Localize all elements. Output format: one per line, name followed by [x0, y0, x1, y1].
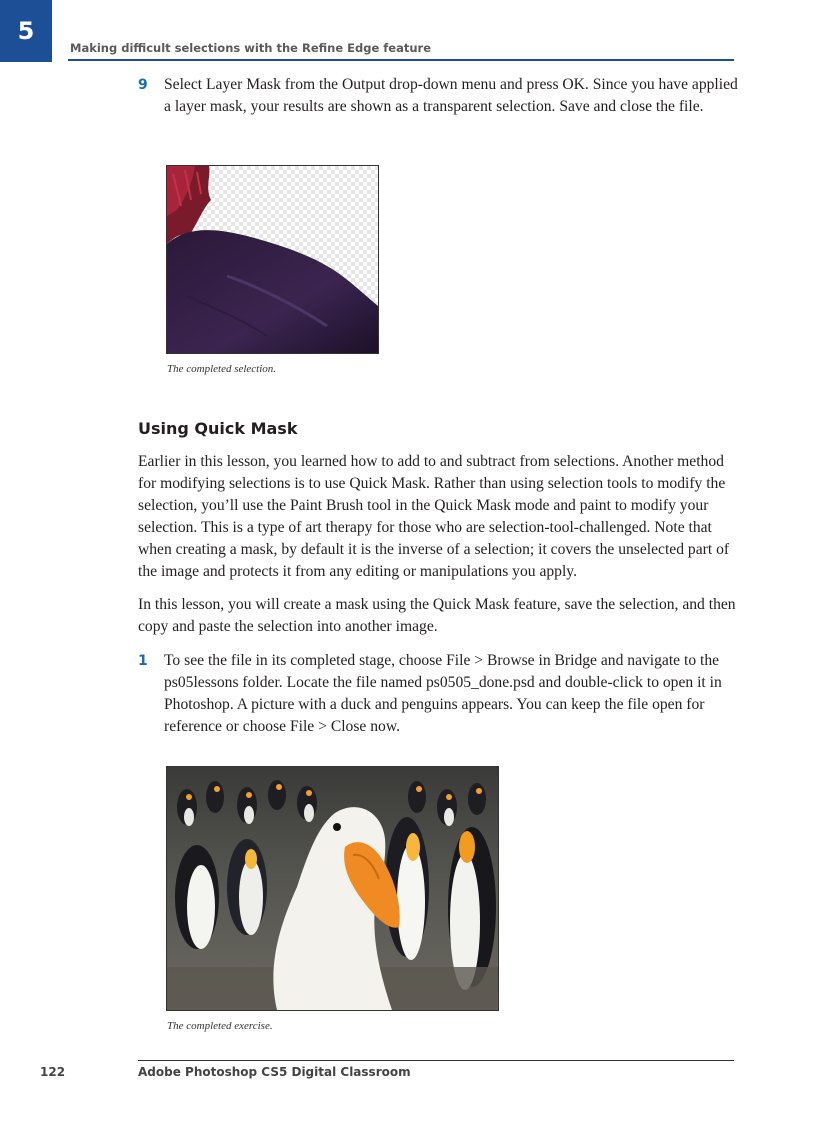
- step-text: To see the file in its completed stage, choose File > Browse in Bridge and navigate to the ps05lessons folder. Locate the file named ps0505_done.psd and double-click to open it in Photoshop. A picture with a duck and penguins appears. You can keep the file open for reference or choose File > Close now.: [164, 652, 722, 735]
- completed-selection-image: [166, 165, 379, 354]
- running-head: Making difficult selections with the Refine Edge feature: [70, 41, 431, 55]
- header-rule: [68, 59, 734, 61]
- chapter-number-tab: 5: [0, 0, 52, 62]
- book-title: Adobe Photoshop CS5 Digital Classroom: [138, 1065, 411, 1079]
- body-paragraph-2: In this lesson, you will create a mask using the Quick Mask feature, save the selection, and then copy and paste the selection into another image.: [138, 596, 736, 635]
- step-9: [138, 74, 738, 118]
- footer-rule: [138, 1060, 734, 1061]
- step-text: Select Layer Mask from the Output drop-down menu and press OK. Since you have applied a layer mask, your results are shown as a transparent selection. Save and close the file.: [164, 76, 738, 115]
- duck-penguins-illustration: [167, 767, 498, 1010]
- step-number: 1: [138, 653, 148, 669]
- figure-caption: The completed exercise.: [167, 1020, 273, 1032]
- section-title: Using Quick Mask: [138, 419, 298, 438]
- page-number: 122: [40, 1065, 66, 1079]
- step-number: 9: [138, 77, 148, 93]
- step-1: [138, 650, 738, 738]
- duck-penguins-image: [166, 766, 499, 1011]
- figure-caption: The completed selection.: [167, 363, 277, 375]
- body-paragraph-1: Earlier in this lesson, you learned how to add to and subtract from selections. Another method for modifying selections is to use Quick Mask. Rather than using selection tools to modify the selection, you’ll use the Paint Brush tool in the Quick Mask mode and paint to modify your selection. This is a type of art therapy for those who are selection-tool-challenged. Note that when creating a mask, by default it is the inverse of a selection; it covers the unselected part of the image and protects it from any editing or manipulations you apply.: [138, 453, 730, 580]
- selection-illustration: [167, 166, 378, 353]
